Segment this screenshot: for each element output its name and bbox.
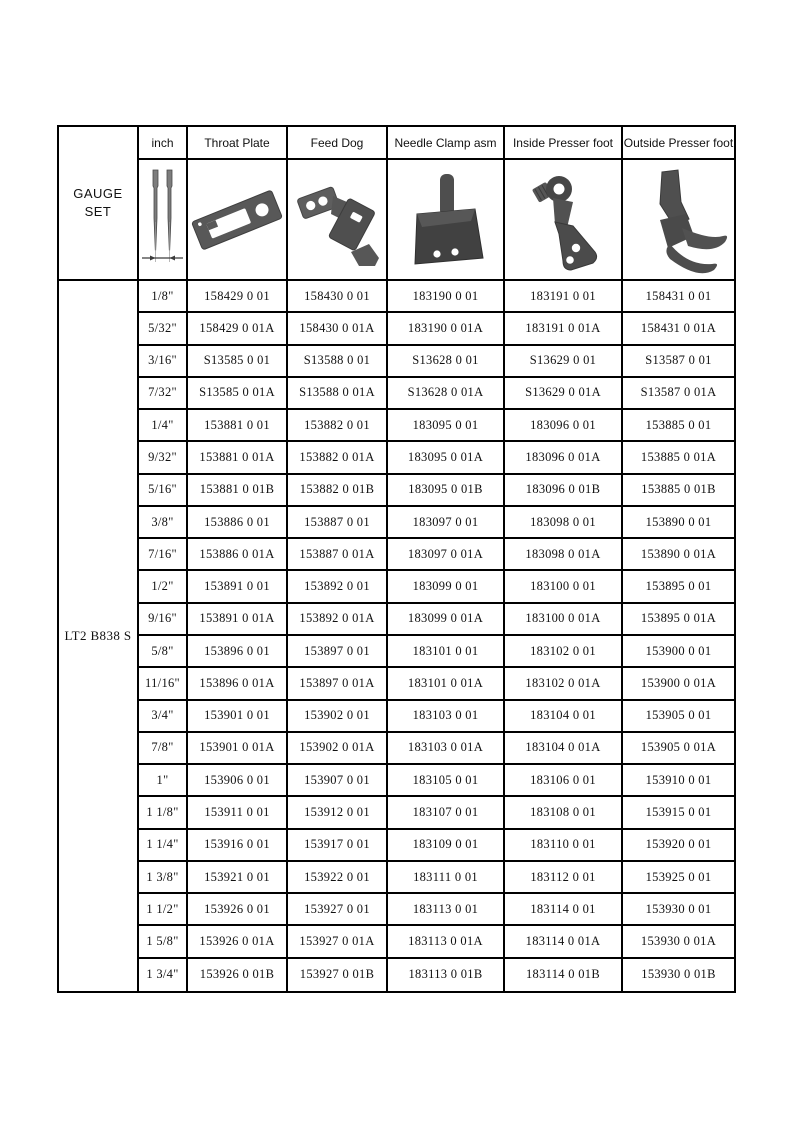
- part-number-cell: S13628 0 01: [388, 346, 505, 378]
- part-number-cell: 183097 0 01A: [388, 539, 505, 571]
- part-number-cell: 183102 0 01: [505, 636, 623, 668]
- part-number-cell: 153882 0 01B: [288, 475, 388, 507]
- part-number-cell: 153887 0 01: [288, 507, 388, 539]
- part-number-cell: 153930 0 01A: [623, 926, 734, 958]
- feed-dog-image: [288, 160, 388, 281]
- part-number-cell: 183110 0 01: [505, 830, 623, 862]
- part-number-cell: 183104 0 01A: [505, 733, 623, 765]
- column-header-label: Outside Presser foot: [623, 135, 734, 150]
- part-number-cell: 153890 0 01: [623, 507, 734, 539]
- part-number-cell: 183107 0 01: [388, 797, 505, 829]
- part-number-cell: 183109 0 01: [388, 830, 505, 862]
- part-number-cell: 153896 0 01A: [188, 668, 288, 700]
- column-header-needle-clamp: [388, 127, 505, 160]
- inch-value-cell: 3/8": [139, 507, 188, 539]
- column-header-label: Throat Plate: [204, 135, 270, 150]
- part-number-cell: 183100 0 01A: [505, 604, 623, 636]
- inch-value-cell: 1 3/4": [139, 959, 188, 991]
- part-number-cell: 183111 0 01: [388, 862, 505, 894]
- part-number-cell: 153887 0 01A: [288, 539, 388, 571]
- column-header-label: Inside Presser foot: [512, 135, 614, 150]
- part-number-cell: 153902 0 01: [288, 701, 388, 733]
- inch-value-cell: 5/32": [139, 313, 188, 345]
- inside-presser-foot-icon: [507, 162, 619, 277]
- column-header-label: Feed Dog: [310, 135, 364, 150]
- needle-gauge-icon: [140, 162, 185, 277]
- part-number-cell: 183095 0 01: [388, 410, 505, 442]
- part-number-cell: 153882 0 01: [288, 410, 388, 442]
- part-number-cell: S13585 0 01: [188, 346, 288, 378]
- part-number-cell: 183114 0 01A: [505, 926, 623, 958]
- gauge-set-parts-table: [57, 125, 736, 993]
- part-number-cell: 183098 0 01: [505, 507, 623, 539]
- part-number-cell: 183105 0 01: [388, 765, 505, 797]
- part-number-cell: 153902 0 01A: [288, 733, 388, 765]
- inch-value-cell: 1": [139, 765, 188, 797]
- part-number-cell: S13587 0 01: [623, 346, 734, 378]
- part-number-cell: 153901 0 01A: [188, 733, 288, 765]
- part-number-cell: 153897 0 01: [288, 636, 388, 668]
- needle-clamp-image: [388, 160, 505, 281]
- part-number-cell: S13629 0 01: [505, 346, 623, 378]
- model-label: LT2 B838 S: [64, 628, 132, 643]
- part-number-cell: 183104 0 01: [505, 701, 623, 733]
- part-number-cell: 183113 0 01B: [388, 959, 505, 991]
- part-number-cell: 183095 0 01A: [388, 442, 505, 474]
- part-number-cell: S13588 0 01: [288, 346, 388, 378]
- part-number-cell: S13629 0 01A: [505, 378, 623, 410]
- inch-value-cell: 1 1/4": [139, 830, 188, 862]
- model-label-cell: [59, 281, 139, 991]
- inch-value-cell: 3/4": [139, 701, 188, 733]
- part-number-cell: 153890 0 01A: [623, 539, 734, 571]
- part-number-cell: 183113 0 01A: [388, 926, 505, 958]
- part-number-cell: 183190 0 01: [388, 281, 505, 313]
- part-number-cell: 153912 0 01: [288, 797, 388, 829]
- part-number-cell: 153900 0 01A: [623, 668, 734, 700]
- part-number-cell: 183099 0 01A: [388, 604, 505, 636]
- part-number-cell: 153885 0 01B: [623, 475, 734, 507]
- inch-value-cell: 11/16": [139, 668, 188, 700]
- part-number-cell: 153892 0 01A: [288, 604, 388, 636]
- part-number-cell: 153901 0 01: [188, 701, 288, 733]
- gauge-set-label-cell: [59, 127, 139, 281]
- feed-dog-icon: [289, 162, 385, 277]
- part-number-cell: 158430 0 01A: [288, 313, 388, 345]
- part-number-cell: 183098 0 01A: [505, 539, 623, 571]
- part-number-cell: 153927 0 01A: [288, 926, 388, 958]
- part-number-cell: 183099 0 01: [388, 571, 505, 603]
- inch-value-cell: 1 3/8": [139, 862, 188, 894]
- gauge-set-label-line1: GAUGE: [73, 186, 123, 202]
- inch-value-cell: 1 5/8": [139, 926, 188, 958]
- part-number-cell: 183100 0 01: [505, 571, 623, 603]
- part-number-cell: 153927 0 01: [288, 894, 388, 926]
- part-number-cell: 153886 0 01: [188, 507, 288, 539]
- part-number-cell: 153916 0 01: [188, 830, 288, 862]
- part-number-cell: 183102 0 01A: [505, 668, 623, 700]
- part-number-cell: 158430 0 01: [288, 281, 388, 313]
- part-number-cell: 153915 0 01: [623, 797, 734, 829]
- part-number-cell: 153911 0 01: [188, 797, 288, 829]
- part-number-cell: 153905 0 01: [623, 701, 734, 733]
- part-number-cell: 153881 0 01A: [188, 442, 288, 474]
- part-number-cell: 183096 0 01A: [505, 442, 623, 474]
- part-number-cell: 183106 0 01: [505, 765, 623, 797]
- needle-clamp-icon: [391, 162, 501, 277]
- part-number-cell: 158431 0 01: [623, 281, 734, 313]
- part-number-cell: 153922 0 01: [288, 862, 388, 894]
- column-header-label: Needle Clamp asm: [394, 135, 497, 150]
- inch-value-cell: 5/8": [139, 636, 188, 668]
- inch-value-cell: 1/8": [139, 281, 188, 313]
- part-number-cell: 153882 0 01A: [288, 442, 388, 474]
- part-number-cell: 153926 0 01B: [188, 959, 288, 991]
- outside-presser-foot-image: [623, 160, 734, 281]
- inch-value-cell: 1/2": [139, 571, 188, 603]
- part-number-cell: 153885 0 01A: [623, 442, 734, 474]
- gauge-set-label-line2: SET: [84, 204, 112, 219]
- part-number-cell: S13585 0 01A: [188, 378, 288, 410]
- column-header-inside-presser-foot: [505, 127, 623, 160]
- part-number-cell: 183114 0 01B: [505, 959, 623, 991]
- part-number-cell: 153892 0 01: [288, 571, 388, 603]
- inch-value-cell: 1 1/2": [139, 894, 188, 926]
- part-number-cell: 153930 0 01: [623, 894, 734, 926]
- part-number-cell: 153885 0 01: [623, 410, 734, 442]
- part-number-cell: 153930 0 01B: [623, 959, 734, 991]
- part-number-cell: 183191 0 01: [505, 281, 623, 313]
- part-number-cell: 153926 0 01: [188, 894, 288, 926]
- part-number-cell: 153881 0 01B: [188, 475, 288, 507]
- part-number-cell: 158429 0 01A: [188, 313, 288, 345]
- part-number-cell: 183190 0 01A: [388, 313, 505, 345]
- part-number-cell: 153905 0 01A: [623, 733, 734, 765]
- part-number-cell: 158429 0 01: [188, 281, 288, 313]
- part-number-cell: 158431 0 01A: [623, 313, 734, 345]
- inch-value-cell: 7/32": [139, 378, 188, 410]
- column-header-outside-presser-foot: [623, 127, 734, 160]
- part-number-cell: 183096 0 01: [505, 410, 623, 442]
- column-header-feed-dog: [288, 127, 388, 160]
- column-header-inch: [139, 127, 188, 160]
- part-number-cell: 153896 0 01: [188, 636, 288, 668]
- part-number-cell: 183103 0 01: [388, 701, 505, 733]
- part-number-cell: 183114 0 01: [505, 894, 623, 926]
- inch-value-cell: 9/32": [139, 442, 188, 474]
- part-number-cell: 153895 0 01A: [623, 604, 734, 636]
- outside-presser-foot-icon: [626, 162, 732, 277]
- inside-presser-foot-image: [505, 160, 623, 281]
- part-number-cell: 153886 0 01A: [188, 539, 288, 571]
- part-number-cell: 153907 0 01: [288, 765, 388, 797]
- part-number-cell: 153906 0 01: [188, 765, 288, 797]
- part-number-cell: 153926 0 01A: [188, 926, 288, 958]
- part-number-cell: 183108 0 01: [505, 797, 623, 829]
- inch-value-cell: 1/4": [139, 410, 188, 442]
- part-number-cell: 153920 0 01: [623, 830, 734, 862]
- part-number-cell: 153891 0 01: [188, 571, 288, 603]
- part-number-cell: 153881 0 01: [188, 410, 288, 442]
- part-number-cell: 153917 0 01: [288, 830, 388, 862]
- part-number-cell: 183101 0 01: [388, 636, 505, 668]
- part-number-cell: 183113 0 01: [388, 894, 505, 926]
- part-number-cell: S13628 0 01A: [388, 378, 505, 410]
- part-number-cell: 153910 0 01: [623, 765, 734, 797]
- part-number-cell: 153897 0 01A: [288, 668, 388, 700]
- inch-value-cell: 3/16": [139, 346, 188, 378]
- part-number-cell: 183096 0 01B: [505, 475, 623, 507]
- part-number-cell: S13587 0 01A: [623, 378, 734, 410]
- part-number-cell: 153895 0 01: [623, 571, 734, 603]
- throat-plate-icon: [189, 162, 285, 277]
- needle-gauge-image: [139, 160, 188, 281]
- part-number-cell: 153891 0 01A: [188, 604, 288, 636]
- inch-value-cell: 7/16": [139, 539, 188, 571]
- part-number-cell: 183095 0 01B: [388, 475, 505, 507]
- part-number-cell: 153921 0 01: [188, 862, 288, 894]
- throat-plate-image: [188, 160, 288, 281]
- column-header-label: inch: [151, 135, 174, 150]
- part-number-cell: 183103 0 01A: [388, 733, 505, 765]
- part-number-cell: 153925 0 01: [623, 862, 734, 894]
- part-number-cell: 183101 0 01A: [388, 668, 505, 700]
- inch-value-cell: 9/16": [139, 604, 188, 636]
- part-number-cell: 183191 0 01A: [505, 313, 623, 345]
- part-number-cell: S13588 0 01A: [288, 378, 388, 410]
- inch-value-cell: 1 1/8": [139, 797, 188, 829]
- inch-value-cell: 7/8": [139, 733, 188, 765]
- part-number-cell: 183112 0 01: [505, 862, 623, 894]
- column-header-throat-plate: [188, 127, 288, 160]
- part-number-cell: 153927 0 01B: [288, 959, 388, 991]
- part-number-cell: 183097 0 01: [388, 507, 505, 539]
- inch-value-cell: 5/16": [139, 475, 188, 507]
- part-number-cell: 153900 0 01: [623, 636, 734, 668]
